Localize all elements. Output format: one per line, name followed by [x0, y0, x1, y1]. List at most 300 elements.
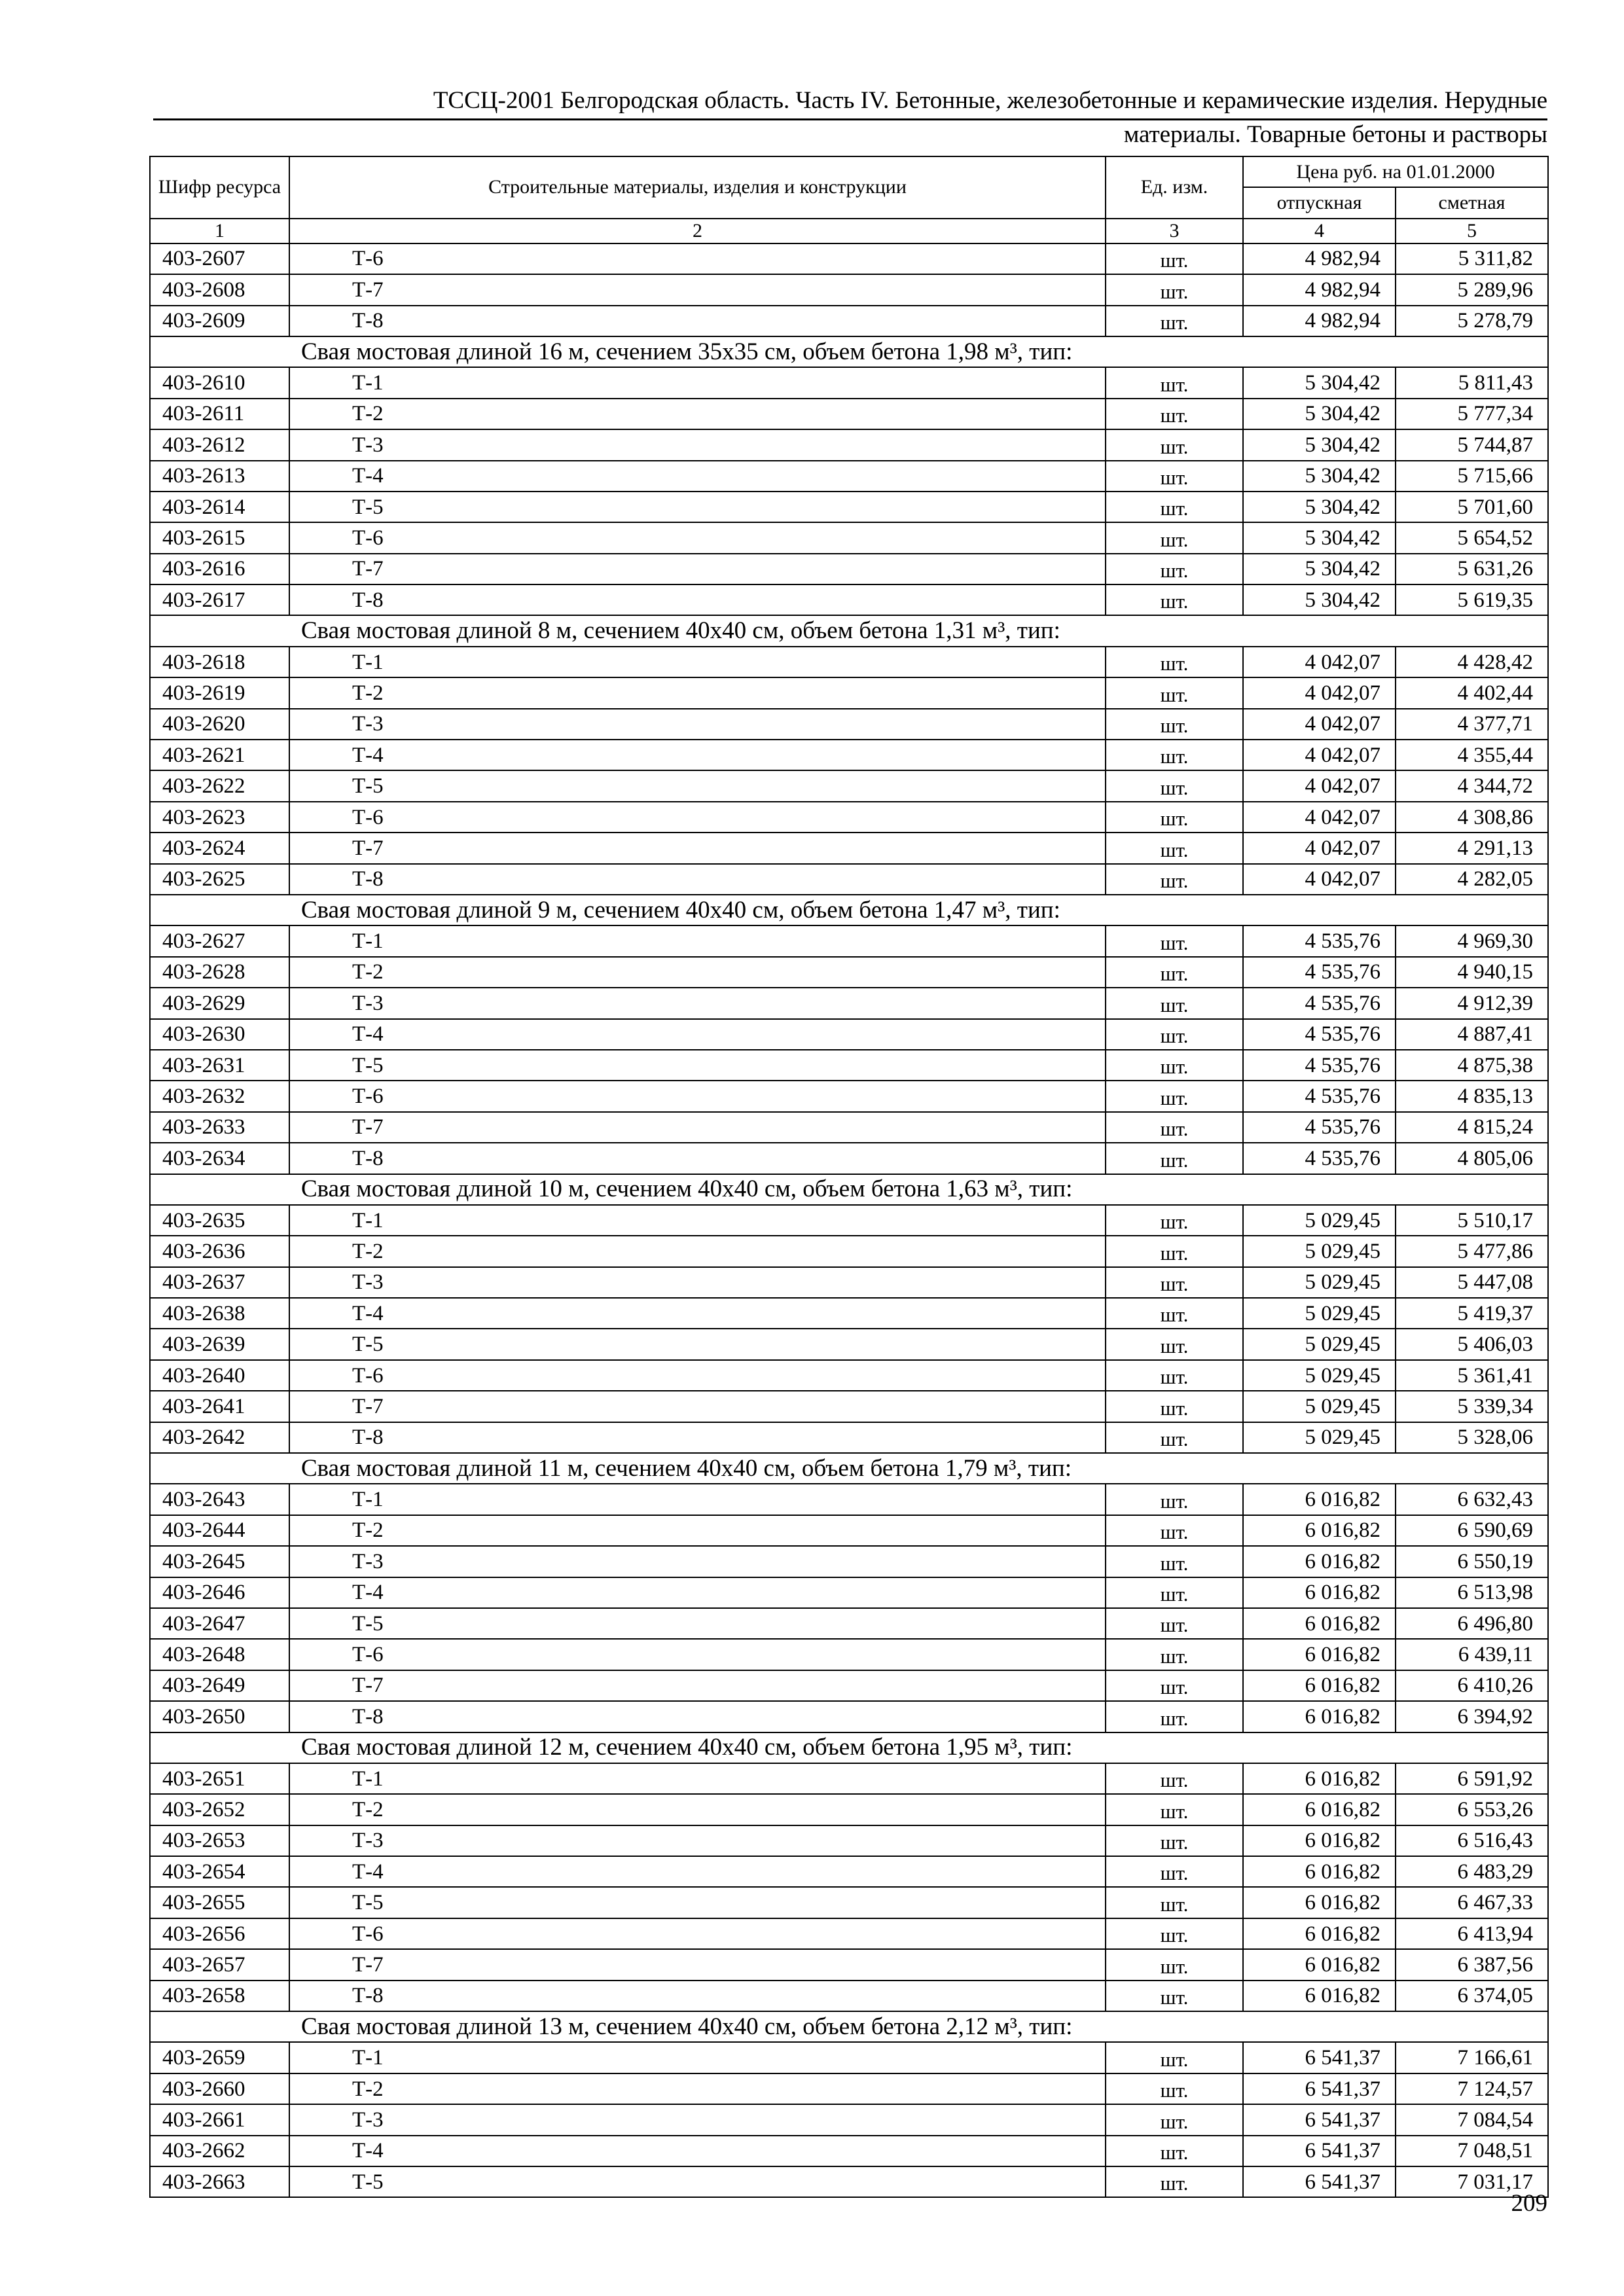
cell-release-price: 6 016,82: [1243, 1546, 1396, 1577]
table-row: [150, 1422, 1548, 1453]
cell-name: Т-7: [289, 554, 1106, 584]
cell-name: Т-3: [289, 429, 1106, 460]
cell-release-price: 4 535,76: [1243, 1143, 1396, 1174]
cell-unit: шт.: [1106, 1329, 1243, 1359]
cell-name: Т-8: [289, 584, 1106, 615]
cell-code: 403-2650: [150, 1701, 289, 1732]
cell-estimate-price: 6 483,29: [1396, 1856, 1548, 1887]
cell-code: 403-2634: [150, 1143, 289, 1174]
table-row: [150, 957, 1548, 988]
cell-code: 403-2638: [150, 1298, 289, 1329]
cell-code: 403-2644: [150, 1515, 289, 1546]
cell-unit: шт.: [1106, 957, 1243, 988]
cell-estimate-price: 4 912,39: [1396, 988, 1548, 1018]
cell-name: Т-1: [289, 1484, 1106, 1515]
cell-code: 403-2607: [150, 243, 289, 274]
cell-code: 403-2613: [150, 461, 289, 492]
table-row: [150, 1546, 1548, 1577]
cell-unit: шт.: [1106, 2166, 1243, 2197]
cell-release-price: 6 016,82: [1243, 1763, 1396, 1794]
cell-estimate-price: 4 402,44: [1396, 677, 1548, 708]
cell-code: 403-2651: [150, 1763, 289, 1794]
cell-unit: шт.: [1106, 2073, 1243, 2104]
cell-unit: шт.: [1106, 1981, 1243, 2011]
table-row: [150, 1143, 1548, 1174]
cell-code: 403-2661: [150, 2104, 289, 2135]
table-row: [150, 1794, 1548, 1825]
cell-estimate-price: 6 550,19: [1396, 1546, 1548, 1577]
cell-code: 403-2639: [150, 1329, 289, 1359]
cell-name: Т-7: [289, 1670, 1106, 1701]
cell-unit: шт.: [1106, 1205, 1243, 1236]
col-number: 3: [1106, 219, 1243, 243]
table-row: [150, 1019, 1548, 1050]
cell-release-price: 6 016,82: [1243, 1484, 1396, 1515]
cell-code: 403-2614: [150, 492, 289, 522]
table-row: [150, 554, 1548, 584]
cell-unit: шт.: [1106, 1918, 1243, 1949]
cell-code: 403-2625: [150, 864, 289, 895]
table-row: [150, 522, 1548, 553]
running-header: [88, 84, 1547, 152]
cell-name: Т-4: [289, 1019, 1106, 1050]
cell-name: Т-3: [289, 2104, 1106, 2135]
table-row: [150, 1608, 1548, 1639]
cell-release-price: 6 016,82: [1243, 1887, 1396, 1918]
table-row: [150, 2073, 1548, 2104]
table-row: [150, 1205, 1548, 1236]
cell-release-price: 4 042,07: [1243, 740, 1396, 770]
cell-estimate-price: 4 815,24: [1396, 1112, 1548, 1143]
cell-release-price: 6 541,37: [1243, 2104, 1396, 2135]
col-header-code: Шифр ресурса: [150, 156, 289, 219]
cell-release-price: 4 535,76: [1243, 1019, 1396, 1050]
cell-code: 403-2620: [150, 709, 289, 740]
cell-release-price: 5 304,42: [1243, 522, 1396, 553]
cell-name: Т-7: [289, 1391, 1106, 1422]
cell-unit: шт.: [1106, 1546, 1243, 1577]
cell-estimate-price: 5 619,35: [1396, 584, 1548, 615]
cell-code: 403-2646: [150, 1577, 289, 1608]
cell-name: Т-7: [289, 274, 1106, 305]
table-row: [150, 833, 1548, 863]
group-heading: Свая мостовая длиной 10 м, сечением 40х40 см, объем бетона 1,63 м³, тип:: [150, 1174, 1548, 1205]
cell-unit: шт.: [1106, 584, 1243, 615]
table-row: [150, 2136, 1548, 2166]
table-row: [150, 1515, 1548, 1546]
cell-unit: шт.: [1106, 1019, 1243, 1050]
cell-release-price: 5 029,45: [1243, 1422, 1396, 1453]
cell-release-price: 5 304,42: [1243, 367, 1396, 398]
cell-release-price: 4 042,07: [1243, 647, 1396, 677]
cell-estimate-price: 5 406,03: [1396, 1329, 1548, 1359]
cell-estimate-price: 7 084,54: [1396, 2104, 1548, 2135]
cell-name: Т-1: [289, 925, 1106, 956]
group-heading-row: [150, 1732, 1548, 1763]
cell-unit: шт.: [1106, 802, 1243, 833]
table-row: [150, 1670, 1548, 1701]
cell-estimate-price: 5 811,43: [1396, 367, 1548, 398]
cell-code: 403-2623: [150, 802, 289, 833]
cell-release-price: 6 016,82: [1243, 1701, 1396, 1732]
table-row: [150, 461, 1548, 492]
table-row: [150, 1981, 1548, 2011]
col-header-price: Цена руб. на 01.01.2000: [1243, 156, 1548, 187]
col-number: 4: [1243, 219, 1396, 243]
cell-release-price: 5 304,42: [1243, 554, 1396, 584]
cell-unit: шт.: [1106, 461, 1243, 492]
cell-code: 403-2627: [150, 925, 289, 956]
table-row: [150, 1484, 1548, 1515]
group-heading-row: [150, 1174, 1548, 1205]
cell-code: 403-2637: [150, 1267, 289, 1298]
table-row: [150, 1918, 1548, 1949]
cell-unit: шт.: [1106, 647, 1243, 677]
table-row: [150, 709, 1548, 740]
cell-release-price: 4 042,07: [1243, 833, 1396, 863]
cell-code: 403-2617: [150, 584, 289, 615]
cell-unit: шт.: [1106, 1360, 1243, 1391]
cell-unit: шт.: [1106, 1577, 1243, 1608]
cell-code: 403-2653: [150, 1825, 289, 1856]
cell-code: 403-2657: [150, 1949, 289, 1980]
cell-unit: шт.: [1106, 1298, 1243, 1329]
table-row: [150, 1639, 1548, 1670]
cell-code: 403-2615: [150, 522, 289, 553]
cell-unit: шт.: [1106, 677, 1243, 708]
group-heading: Свая мостовая длиной 16 м, сечением 35х35 см, объем бетона 1,98 м³, тип:: [150, 336, 1548, 367]
cell-release-price: 5 304,42: [1243, 429, 1396, 460]
cell-estimate-price: 4 887,41: [1396, 1019, 1548, 1050]
cell-name: Т-8: [289, 1422, 1106, 1453]
cell-estimate-price: 5 289,96: [1396, 274, 1548, 305]
cell-release-price: 6 541,37: [1243, 2166, 1396, 2197]
cell-name: Т-2: [289, 399, 1106, 429]
cell-release-price: 6 016,82: [1243, 1515, 1396, 1546]
cell-release-price: 6 016,82: [1243, 1949, 1396, 1980]
cell-unit: шт.: [1106, 1608, 1243, 1639]
cell-unit: шт.: [1106, 2042, 1243, 2073]
cell-name: Т-4: [289, 461, 1106, 492]
cell-release-price: 6 016,82: [1243, 1577, 1396, 1608]
cell-name: Т-2: [289, 1236, 1106, 1266]
cell-code: 403-2621: [150, 740, 289, 770]
table-row: [150, 1825, 1548, 1856]
cell-unit: шт.: [1106, 429, 1243, 460]
cell-code: 403-2609: [150, 306, 289, 336]
cell-name: Т-6: [289, 243, 1106, 274]
cell-release-price: 6 016,82: [1243, 1918, 1396, 1949]
table-row: [150, 399, 1548, 429]
cell-estimate-price: 7 124,57: [1396, 2073, 1548, 2104]
cell-name: Т-1: [289, 1205, 1106, 1236]
cell-estimate-price: 5 777,34: [1396, 399, 1548, 429]
table-row: [150, 770, 1548, 801]
cell-unit: шт.: [1106, 709, 1243, 740]
cell-name: Т-5: [289, 1887, 1106, 1918]
cell-unit: шт.: [1106, 2104, 1243, 2135]
cell-name: Т-4: [289, 1577, 1106, 1608]
cell-estimate-price: 6 387,56: [1396, 1949, 1548, 1980]
cell-estimate-price: 5 419,37: [1396, 1298, 1548, 1329]
cell-release-price: 4 042,07: [1243, 677, 1396, 708]
table-row: [150, 1949, 1548, 1980]
cell-name: Т-5: [289, 1050, 1106, 1081]
cell-unit: шт.: [1106, 833, 1243, 863]
cell-release-price: 4 535,76: [1243, 957, 1396, 988]
cell-estimate-price: 6 632,43: [1396, 1484, 1548, 1515]
cell-name: Т-1: [289, 367, 1106, 398]
group-heading: Свая мостовая длиной 8 м, сечением 40х40 см, объем бетона 1,31 м³, тип:: [150, 615, 1548, 646]
cell-name: Т-5: [289, 1329, 1106, 1359]
cell-unit: шт.: [1106, 988, 1243, 1018]
table-row: [150, 584, 1548, 615]
cell-estimate-price: 6 513,98: [1396, 1577, 1548, 1608]
cell-release-price: 4 042,07: [1243, 802, 1396, 833]
cell-name: Т-3: [289, 988, 1106, 1018]
cell-estimate-price: 4 291,13: [1396, 833, 1548, 863]
col-header-name: Строительные материалы, изделия и конструкции: [289, 156, 1106, 219]
cell-release-price: 6 541,37: [1243, 2073, 1396, 2104]
cell-estimate-price: 6 516,43: [1396, 1825, 1548, 1856]
cell-name: Т-6: [289, 1639, 1106, 1670]
table-row: [150, 429, 1548, 460]
cell-code: 403-2640: [150, 1360, 289, 1391]
cell-estimate-price: 5 510,17: [1396, 1205, 1548, 1236]
cell-estimate-price: 4 875,38: [1396, 1050, 1548, 1081]
cell-unit: шт.: [1106, 1112, 1243, 1143]
cell-unit: шт.: [1106, 1050, 1243, 1081]
cell-estimate-price: 6 467,33: [1396, 1887, 1548, 1918]
cell-code: 403-2635: [150, 1205, 289, 1236]
cell-release-price: 6 016,82: [1243, 1639, 1396, 1670]
cell-release-price: 5 029,45: [1243, 1360, 1396, 1391]
col-header-release: отпускная: [1243, 187, 1396, 218]
cell-release-price: 5 029,45: [1243, 1298, 1396, 1329]
cell-name: Т-3: [289, 1546, 1106, 1577]
cell-release-price: 5 304,42: [1243, 399, 1396, 429]
cell-name: Т-6: [289, 522, 1106, 553]
group-heading-row: [150, 2011, 1548, 2042]
table-row: [150, 802, 1548, 833]
cell-estimate-price: 6 591,92: [1396, 1763, 1548, 1794]
cell-unit: шт.: [1106, 274, 1243, 305]
cell-code: 403-2633: [150, 1112, 289, 1143]
table-row: [150, 306, 1548, 336]
cell-code: 403-2659: [150, 2042, 289, 2073]
cell-estimate-price: 4 282,05: [1396, 864, 1548, 895]
table-row: [150, 492, 1548, 522]
cell-estimate-price: 6 413,94: [1396, 1918, 1548, 1949]
table-row: [150, 2104, 1548, 2135]
cell-code: 403-2636: [150, 1236, 289, 1266]
cell-name: Т-4: [289, 1298, 1106, 1329]
cell-code: 403-2622: [150, 770, 289, 801]
cell-release-price: 4 042,07: [1243, 709, 1396, 740]
cell-code: 403-2662: [150, 2136, 289, 2166]
table-row: [150, 864, 1548, 895]
cell-unit: шт.: [1106, 492, 1243, 522]
cell-name: Т-6: [289, 1918, 1106, 1949]
cell-release-price: 5 029,45: [1243, 1329, 1396, 1359]
col-header-estimate: сметная: [1396, 187, 1548, 218]
cell-unit: шт.: [1106, 740, 1243, 770]
col-number: 2: [289, 219, 1106, 243]
cell-release-price: 6 016,82: [1243, 1856, 1396, 1887]
cell-name: Т-8: [289, 1143, 1106, 1174]
table-row: [150, 1081, 1548, 1111]
cell-name: Т-6: [289, 802, 1106, 833]
cell-unit: шт.: [1106, 1236, 1243, 1266]
cell-code: 403-2631: [150, 1050, 289, 1081]
cell-name: Т-6: [289, 1360, 1106, 1391]
cell-estimate-price: 5 278,79: [1396, 306, 1548, 336]
cell-release-price: 5 304,42: [1243, 584, 1396, 615]
cell-estimate-price: 6 394,92: [1396, 1701, 1548, 1732]
cell-release-price: 4 535,76: [1243, 1081, 1396, 1111]
cell-estimate-price: 4 355,44: [1396, 740, 1548, 770]
cell-code: 403-2630: [150, 1019, 289, 1050]
cell-estimate-price: 5 744,87: [1396, 429, 1548, 460]
cell-code: 403-2649: [150, 1670, 289, 1701]
table-row: [150, 677, 1548, 708]
cell-estimate-price: 7 166,61: [1396, 2042, 1548, 2073]
cell-name: Т-5: [289, 1608, 1106, 1639]
cell-estimate-price: 6 496,80: [1396, 1608, 1548, 1639]
cell-release-price: 4 535,76: [1243, 925, 1396, 956]
cell-estimate-price: 7 048,51: [1396, 2136, 1548, 2166]
table-row: [150, 1391, 1548, 1422]
cell-unit: шт.: [1106, 1143, 1243, 1174]
cell-name: Т-2: [289, 677, 1106, 708]
cell-estimate-price: 5 311,82: [1396, 243, 1548, 274]
cell-name: Т-7: [289, 833, 1106, 863]
cell-code: 403-2642: [150, 1422, 289, 1453]
cell-unit: шт.: [1106, 1887, 1243, 1918]
table-row: [150, 1701, 1548, 1732]
cell-release-price: 4 982,94: [1243, 274, 1396, 305]
header-line-1: ТССЦ-2001 Белгородская область. Часть IV. Бетонные, железобетонные и керамические изделия. Нерудные: [433, 87, 1547, 114]
cell-name: Т-5: [289, 2166, 1106, 2197]
group-heading-row: [150, 336, 1548, 367]
cell-code: 403-2629: [150, 988, 289, 1018]
group-heading: Свая мостовая длиной 11 м, сечением 40х40 см, объем бетона 1,79 м³, тип:: [150, 1453, 1548, 1484]
cell-estimate-price: 4 805,06: [1396, 1143, 1548, 1174]
table-row: [150, 1577, 1548, 1608]
cell-release-price: 5 029,45: [1243, 1391, 1396, 1422]
cell-name: Т-3: [289, 1825, 1106, 1856]
table-row: [150, 647, 1548, 677]
table-row: [150, 740, 1548, 770]
table-row: [150, 1329, 1548, 1359]
cell-unit: шт.: [1106, 554, 1243, 584]
table-row: [150, 1267, 1548, 1298]
table-row: [150, 1887, 1548, 1918]
cell-code: 403-2655: [150, 1887, 289, 1918]
cell-unit: шт.: [1106, 1484, 1243, 1515]
cell-estimate-price: 4 377,71: [1396, 709, 1548, 740]
cell-name: Т-1: [289, 647, 1106, 677]
cell-release-price: 4 535,76: [1243, 1050, 1396, 1081]
cell-code: 403-2654: [150, 1856, 289, 1887]
cell-name: Т-2: [289, 957, 1106, 988]
cell-unit: шт.: [1106, 1794, 1243, 1825]
table-row: [150, 1360, 1548, 1391]
cell-unit: шт.: [1106, 770, 1243, 801]
cell-code: 403-2643: [150, 1484, 289, 1515]
group-heading-row: [150, 615, 1548, 646]
cell-estimate-price: 5 447,08: [1396, 1267, 1548, 1298]
cell-code: 403-2619: [150, 677, 289, 708]
col-header-unit: Ед. изм.: [1106, 156, 1243, 219]
cell-unit: шт.: [1106, 1391, 1243, 1422]
cell-release-price: 4 042,07: [1243, 770, 1396, 801]
cell-estimate-price: 5 328,06: [1396, 1422, 1548, 1453]
cell-estimate-price: 6 439,11: [1396, 1639, 1548, 1670]
table-row: [150, 243, 1548, 274]
cell-release-price: 5 029,45: [1243, 1267, 1396, 1298]
cell-code: 403-2656: [150, 1918, 289, 1949]
cell-unit: шт.: [1106, 1856, 1243, 1887]
cell-name: Т-4: [289, 2136, 1106, 2166]
group-heading: Свая мостовая длиной 13 м, сечением 40х40 см, объем бетона 2,12 м³, тип:: [150, 2011, 1548, 2042]
cell-name: Т-7: [289, 1949, 1106, 1980]
cell-code: 403-2645: [150, 1546, 289, 1577]
table-row: [150, 367, 1548, 398]
cell-unit: шт.: [1106, 1701, 1243, 1732]
cell-release-price: 5 029,45: [1243, 1236, 1396, 1266]
group-heading-row: [150, 1453, 1548, 1484]
cell-unit: шт.: [1106, 243, 1243, 274]
cell-unit: шт.: [1106, 1267, 1243, 1298]
cell-name: Т-4: [289, 740, 1106, 770]
cell-name: Т-8: [289, 864, 1106, 895]
cell-name: Т-8: [289, 1701, 1106, 1732]
cell-release-price: 4 982,94: [1243, 306, 1396, 336]
cell-release-price: 6 541,37: [1243, 2136, 1396, 2166]
cell-release-price: 4 982,94: [1243, 243, 1396, 274]
table-row: [150, 988, 1548, 1018]
cell-estimate-price: 5 701,60: [1396, 492, 1548, 522]
cell-unit: шт.: [1106, 2136, 1243, 2166]
cell-code: 403-2624: [150, 833, 289, 863]
cell-name: Т-2: [289, 1794, 1106, 1825]
group-heading: Свая мостовая длиной 12 м, сечением 40х40 см, объем бетона 1,95 м³, тип:: [150, 1732, 1548, 1763]
cell-name: Т-2: [289, 2073, 1106, 2104]
cell-estimate-price: 4 428,42: [1396, 647, 1548, 677]
cell-unit: шт.: [1106, 522, 1243, 553]
cell-code: 403-2660: [150, 2073, 289, 2104]
cell-estimate-price: 4 344,72: [1396, 770, 1548, 801]
cell-unit: шт.: [1106, 1515, 1243, 1546]
cell-code: 403-2611: [150, 399, 289, 429]
cell-unit: шт.: [1106, 1670, 1243, 1701]
cell-code: 403-2612: [150, 429, 289, 460]
cell-unit: шт.: [1106, 367, 1243, 398]
cell-release-price: 4 535,76: [1243, 988, 1396, 1018]
cell-unit: шт.: [1106, 1949, 1243, 1980]
table-row: [150, 274, 1548, 305]
group-heading-row: [150, 895, 1548, 925]
cell-release-price: 5 029,45: [1243, 1205, 1396, 1236]
table-row: [150, 925, 1548, 956]
cell-release-price: 4 535,76: [1243, 1112, 1396, 1143]
table-body: [150, 243, 1548, 2198]
cell-release-price: 6 016,82: [1243, 1670, 1396, 1701]
page-number: 209: [1511, 2190, 1547, 2217]
cell-estimate-price: 4 940,15: [1396, 957, 1548, 988]
cell-code: 403-2648: [150, 1639, 289, 1670]
